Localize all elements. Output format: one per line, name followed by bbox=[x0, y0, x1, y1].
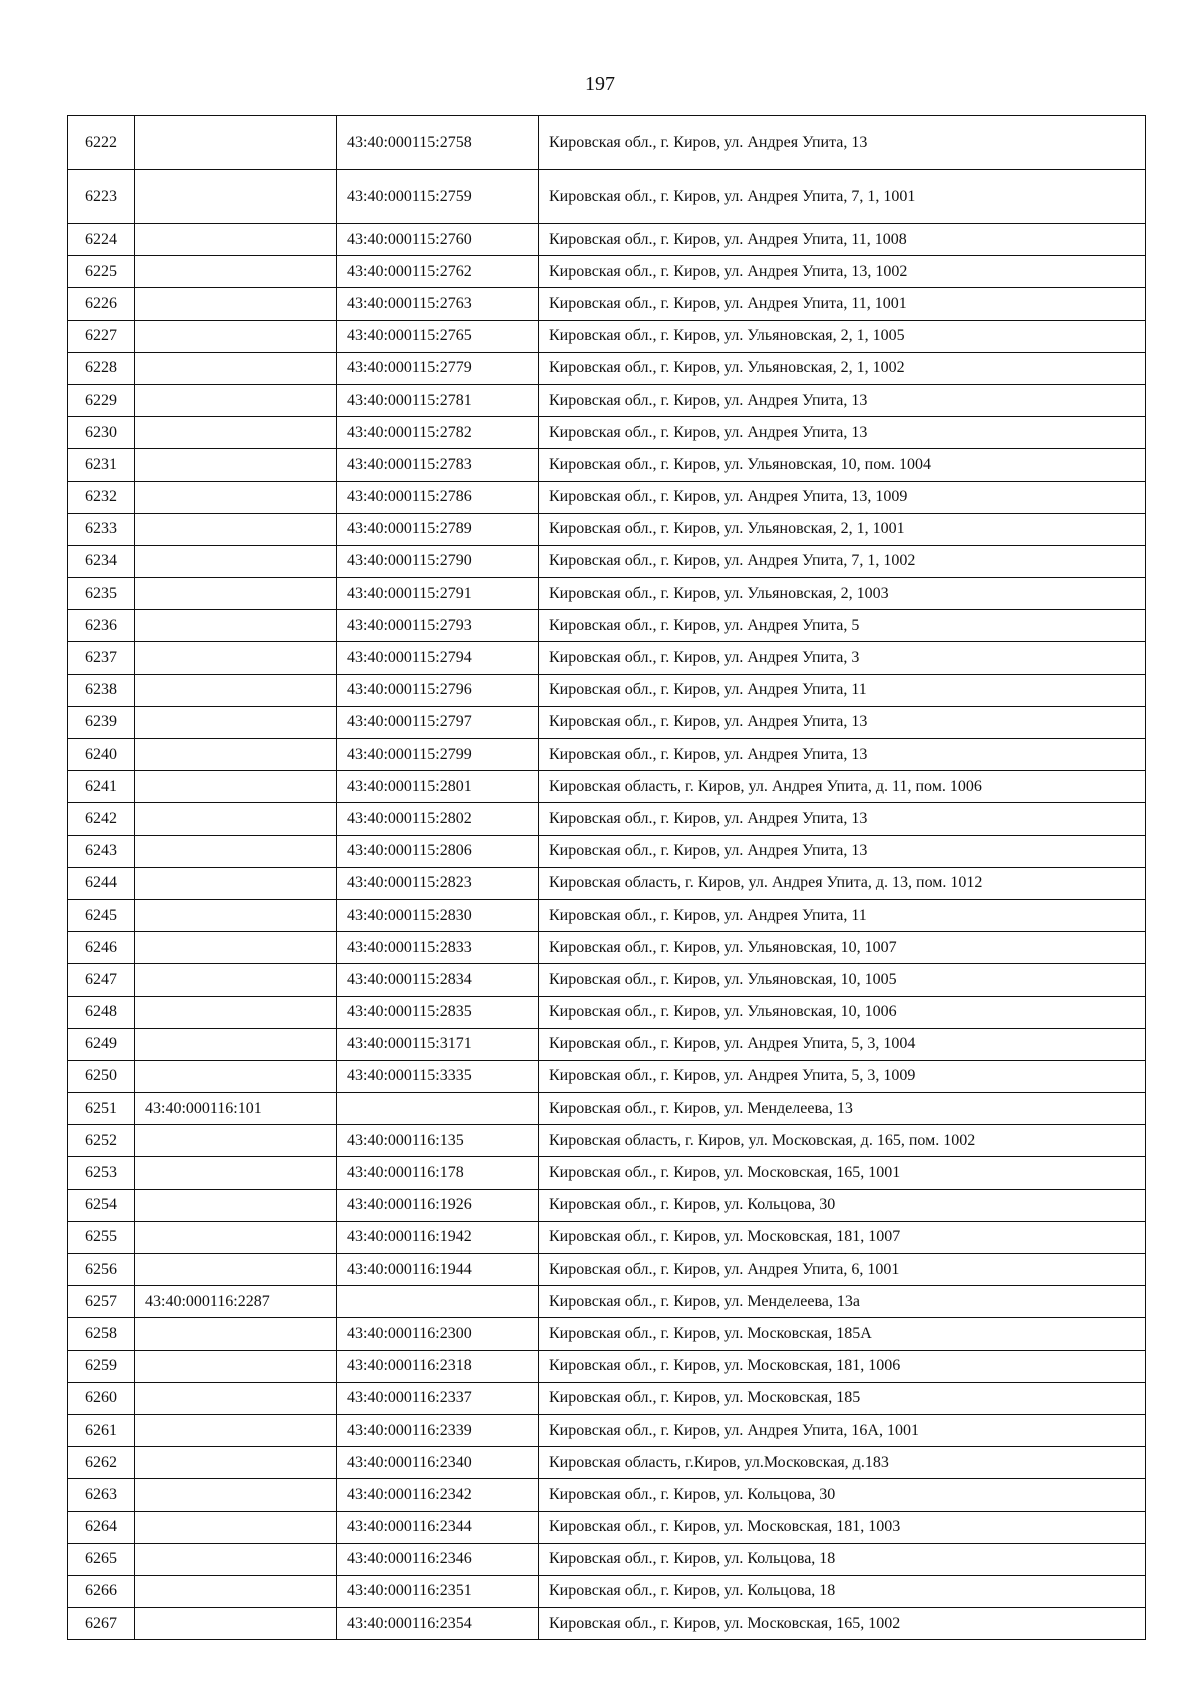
cadastral-number-cell: 43:40:000116:2300 bbox=[337, 1318, 539, 1350]
address-cell: Кировская обл., г. Киров, ул. Московская, 185 bbox=[539, 1382, 1146, 1414]
row-number-cell: 6253 bbox=[68, 1157, 135, 1189]
row-number-cell: 6239 bbox=[68, 706, 135, 738]
address-cell: Кировская обл., г. Киров, ул. Андрея Упита, 13 bbox=[539, 417, 1146, 449]
row-number-cell: 6262 bbox=[68, 1447, 135, 1479]
land-parcel-cell bbox=[135, 932, 337, 964]
address-cell: Кировская обл., г. Киров, ул. Андрея Упита, 13 bbox=[539, 835, 1146, 867]
table-row bbox=[68, 320, 1146, 352]
cadastral-number-cell: 43:40:000116:2339 bbox=[337, 1414, 539, 1446]
row-number-cell: 6228 bbox=[68, 352, 135, 384]
cadastral-number-cell: 43:40:000115:2833 bbox=[337, 932, 539, 964]
cadastral-number-cell: 43:40:000115:3171 bbox=[337, 1028, 539, 1060]
table-row bbox=[68, 835, 1146, 867]
row-number-cell: 6249 bbox=[68, 1028, 135, 1060]
table-row bbox=[68, 1060, 1146, 1092]
row-number-cell: 6226 bbox=[68, 288, 135, 320]
cadastral-number-cell: 43:40:000116:2344 bbox=[337, 1511, 539, 1543]
address-cell: Кировская область, г.Киров, ул.Московская, д.183 bbox=[539, 1447, 1146, 1479]
table-row bbox=[68, 1543, 1146, 1575]
row-number-cell: 6232 bbox=[68, 481, 135, 513]
row-number-cell: 6222 bbox=[68, 116, 135, 170]
cadastral-number-cell: 43:40:000115:2793 bbox=[337, 610, 539, 642]
land-parcel-cell bbox=[135, 1543, 337, 1575]
row-number-cell: 6233 bbox=[68, 513, 135, 545]
cadastral-number-cell bbox=[337, 1286, 539, 1318]
table-row bbox=[68, 1189, 1146, 1221]
land-parcel-cell bbox=[135, 835, 337, 867]
land-parcel-cell bbox=[135, 771, 337, 803]
address-cell: Кировская обл., г. Киров, ул. Андрея Упита, 13, 1002 bbox=[539, 256, 1146, 288]
table-row bbox=[68, 1318, 1146, 1350]
row-number-cell: 6250 bbox=[68, 1060, 135, 1092]
cadastral-number-cell: 43:40:000115:2789 bbox=[337, 513, 539, 545]
row-number-cell: 6261 bbox=[68, 1414, 135, 1446]
table-row bbox=[68, 1350, 1146, 1382]
table-row bbox=[68, 964, 1146, 996]
row-number-cell: 6243 bbox=[68, 835, 135, 867]
row-number-cell: 6224 bbox=[68, 224, 135, 256]
table-row bbox=[68, 256, 1146, 288]
land-parcel-cell bbox=[135, 1414, 337, 1446]
cadastral-number-cell: 43:40:000115:2791 bbox=[337, 578, 539, 610]
land-parcel-cell bbox=[135, 1382, 337, 1414]
table-row bbox=[68, 384, 1146, 416]
land-parcel-cell bbox=[135, 1479, 337, 1511]
address-cell: Кировская обл., г. Киров, ул. Кольцова, 18 bbox=[539, 1575, 1146, 1607]
cadastral-number-cell: 43:40:000116:2337 bbox=[337, 1382, 539, 1414]
table-row bbox=[68, 1575, 1146, 1607]
cadastral-number-cell: 43:40:000115:2830 bbox=[337, 899, 539, 931]
table-row bbox=[68, 1221, 1146, 1253]
cadastral-number-cell: 43:40:000115:2760 bbox=[337, 224, 539, 256]
row-number-cell: 6264 bbox=[68, 1511, 135, 1543]
address-cell: Кировская область, г. Киров, ул. Андрея Упита, д. 13, пом. 1012 bbox=[539, 867, 1146, 899]
cadastral-number-cell: 43:40:000115:2762 bbox=[337, 256, 539, 288]
address-cell: Кировская область, г. Киров, ул. Московская, д. 165, пом. 1002 bbox=[539, 1125, 1146, 1157]
address-cell: Кировская обл., г. Киров, ул. Ульяновская, 10, пом. 1004 bbox=[539, 449, 1146, 481]
land-parcel-cell bbox=[135, 256, 337, 288]
cadastral-number-cell: 43:40:000116:1926 bbox=[337, 1189, 539, 1221]
cadastral-number-cell: 43:40:000116:2346 bbox=[337, 1543, 539, 1575]
registry-table bbox=[67, 115, 1146, 1640]
table-row bbox=[68, 996, 1146, 1028]
address-cell: Кировская обл., г. Киров, ул. Ульяновская, 2, 1003 bbox=[539, 578, 1146, 610]
row-number-cell: 6254 bbox=[68, 1189, 135, 1221]
address-cell: Кировская обл., г. Киров, ул. Кольцова, 30 bbox=[539, 1479, 1146, 1511]
row-number-cell: 6244 bbox=[68, 867, 135, 899]
table-row bbox=[68, 288, 1146, 320]
land-parcel-cell bbox=[135, 1221, 337, 1253]
table-row bbox=[68, 1608, 1146, 1640]
table-row bbox=[68, 1511, 1146, 1543]
row-number-cell: 6223 bbox=[68, 170, 135, 224]
land-parcel-cell bbox=[135, 1254, 337, 1286]
row-number-cell: 6247 bbox=[68, 964, 135, 996]
address-cell: Кировская обл., г. Киров, ул. Андрея Упита, 11 bbox=[539, 674, 1146, 706]
table-row bbox=[68, 1286, 1146, 1318]
cadastral-number-cell: 43:40:000115:2779 bbox=[337, 352, 539, 384]
row-number-cell: 6267 bbox=[68, 1608, 135, 1640]
cadastral-number-cell: 43:40:000115:2799 bbox=[337, 739, 539, 771]
row-number-cell: 6256 bbox=[68, 1254, 135, 1286]
address-cell: Кировская обл., г. Киров, ул. Ульяновская, 10, 1005 bbox=[539, 964, 1146, 996]
land-parcel-cell bbox=[135, 1028, 337, 1060]
cadastral-number-cell: 43:40:000116:2354 bbox=[337, 1608, 539, 1640]
cadastral-number-cell: 43:40:000116:2340 bbox=[337, 1447, 539, 1479]
table-row bbox=[68, 674, 1146, 706]
address-cell: Кировская обл., г. Киров, ул. Андрея Упита, 5, 3, 1009 bbox=[539, 1060, 1146, 1092]
cadastral-number-cell: 43:40:000116:1944 bbox=[337, 1254, 539, 1286]
land-parcel-cell bbox=[135, 1125, 337, 1157]
address-cell: Кировская обл., г. Киров, ул. Андрея Упита, 5, 3, 1004 bbox=[539, 1028, 1146, 1060]
address-cell: Кировская обл., г. Киров, ул. Андрея Упита, 11, 1008 bbox=[539, 224, 1146, 256]
address-cell: Кировская обл., г. Киров, ул. Московская, 185А bbox=[539, 1318, 1146, 1350]
row-number-cell: 6241 bbox=[68, 771, 135, 803]
address-cell: Кировская обл., г. Киров, ул. Андрея Упита, 13 bbox=[539, 739, 1146, 771]
address-cell: Кировская обл., г. Киров, ул. Андрея Упита, 6, 1001 bbox=[539, 1254, 1146, 1286]
row-number-cell: 6266 bbox=[68, 1575, 135, 1607]
row-number-cell: 6227 bbox=[68, 320, 135, 352]
address-cell: Кировская обл., г. Киров, ул. Андрея Упита, 7, 1, 1002 bbox=[539, 545, 1146, 577]
row-number-cell: 6230 bbox=[68, 417, 135, 449]
cadastral-number-cell: 43:40:000115:3335 bbox=[337, 1060, 539, 1092]
row-number-cell: 6237 bbox=[68, 642, 135, 674]
table-row bbox=[68, 224, 1146, 256]
table-row bbox=[68, 513, 1146, 545]
land-parcel-cell: 43:40:000116:2287 bbox=[135, 1286, 337, 1318]
address-cell: Кировская обл., г. Киров, ул. Московская, 181, 1006 bbox=[539, 1350, 1146, 1382]
cadastral-number-cell: 43:40:000115:2790 bbox=[337, 545, 539, 577]
table-row bbox=[68, 1382, 1146, 1414]
land-parcel-cell bbox=[135, 320, 337, 352]
cadastral-number-cell: 43:40:000115:2835 bbox=[337, 996, 539, 1028]
cadastral-number-cell: 43:40:000116:2342 bbox=[337, 1479, 539, 1511]
address-cell: Кировская обл., г. Киров, ул. Кольцова, 30 bbox=[539, 1189, 1146, 1221]
row-number-cell: 6231 bbox=[68, 449, 135, 481]
land-parcel-cell bbox=[135, 224, 337, 256]
row-number-cell: 6252 bbox=[68, 1125, 135, 1157]
address-cell: Кировская обл., г. Киров, ул. Андрея Упита, 5 bbox=[539, 610, 1146, 642]
row-number-cell: 6229 bbox=[68, 384, 135, 416]
land-parcel-cell bbox=[135, 417, 337, 449]
table-row bbox=[68, 1157, 1146, 1189]
table-row bbox=[68, 170, 1146, 224]
address-cell: Кировская обл., г. Киров, ул. Андрея Упита, 13 bbox=[539, 706, 1146, 738]
table-row bbox=[68, 449, 1146, 481]
land-parcel-cell bbox=[135, 116, 337, 170]
table-row bbox=[68, 417, 1146, 449]
land-parcel-cell bbox=[135, 803, 337, 835]
address-cell: Кировская обл., г. Киров, ул. Андрея Упита, 13 bbox=[539, 803, 1146, 835]
land-parcel-cell bbox=[135, 481, 337, 513]
table-row bbox=[68, 545, 1146, 577]
table-row bbox=[68, 1028, 1146, 1060]
cadastral-number-cell: 43:40:000115:2823 bbox=[337, 867, 539, 899]
row-number-cell: 6242 bbox=[68, 803, 135, 835]
land-parcel-cell bbox=[135, 1447, 337, 1479]
row-number-cell: 6246 bbox=[68, 932, 135, 964]
address-cell: Кировская обл., г. Киров, ул. Андрея Упита, 11 bbox=[539, 899, 1146, 931]
land-parcel-cell bbox=[135, 996, 337, 1028]
address-cell: Кировская обл., г. Киров, ул. Ульяновская, 2, 1, 1001 bbox=[539, 513, 1146, 545]
row-number-cell: 6265 bbox=[68, 1543, 135, 1575]
row-number-cell: 6225 bbox=[68, 256, 135, 288]
address-cell: Кировская область, г. Киров, ул. Андрея Упита, д. 11, пом. 1006 bbox=[539, 771, 1146, 803]
table-row bbox=[68, 867, 1146, 899]
cadastral-number-cell: 43:40:000115:2758 bbox=[337, 116, 539, 170]
address-cell: Кировская обл., г. Киров, ул. Андрея Упита, 13, 1009 bbox=[539, 481, 1146, 513]
row-number-cell: 6259 bbox=[68, 1350, 135, 1382]
address-cell: Кировская обл., г. Киров, ул. Московская, 165, 1002 bbox=[539, 1608, 1146, 1640]
cadastral-number-cell: 43:40:000116:135 bbox=[337, 1125, 539, 1157]
land-parcel-cell bbox=[135, 899, 337, 931]
land-parcel-cell bbox=[135, 449, 337, 481]
land-parcel-cell bbox=[135, 352, 337, 384]
table-row bbox=[68, 1414, 1146, 1446]
cadastral-number-cell: 43:40:000115:2802 bbox=[337, 803, 539, 835]
row-number-cell: 6234 bbox=[68, 545, 135, 577]
row-number-cell: 6240 bbox=[68, 739, 135, 771]
address-cell: Кировская обл., г. Киров, ул. Ульяновская, 10, 1006 bbox=[539, 996, 1146, 1028]
address-cell: Кировская обл., г. Киров, ул. Кольцова, 18 bbox=[539, 1543, 1146, 1575]
land-parcel-cell bbox=[135, 964, 337, 996]
address-cell: Кировская обл., г. Киров, ул. Андрея Упита, 13 bbox=[539, 116, 1146, 170]
cadastral-number-cell: 43:40:000115:2765 bbox=[337, 320, 539, 352]
land-parcel-cell bbox=[135, 610, 337, 642]
cadastral-number-cell: 43:40:000115:2806 bbox=[337, 835, 539, 867]
land-parcel-cell bbox=[135, 288, 337, 320]
table-row bbox=[68, 1479, 1146, 1511]
land-parcel-cell bbox=[135, 1318, 337, 1350]
table-row bbox=[68, 899, 1146, 931]
land-parcel-cell bbox=[135, 1608, 337, 1640]
table-row bbox=[68, 706, 1146, 738]
address-cell: Кировская обл., г. Киров, ул. Ульяновская, 10, 1007 bbox=[539, 932, 1146, 964]
land-parcel-cell bbox=[135, 1511, 337, 1543]
land-parcel-cell: 43:40:000116:101 bbox=[135, 1093, 337, 1125]
row-number-cell: 6260 bbox=[68, 1382, 135, 1414]
cadastral-number-cell: 43:40:000116:2351 bbox=[337, 1575, 539, 1607]
table-row bbox=[68, 1254, 1146, 1286]
table-row bbox=[68, 1093, 1146, 1125]
address-cell: Кировская обл., г. Киров, ул. Ульяновская, 2, 1, 1002 bbox=[539, 352, 1146, 384]
row-number-cell: 6255 bbox=[68, 1221, 135, 1253]
table-row bbox=[68, 578, 1146, 610]
row-number-cell: 6258 bbox=[68, 1318, 135, 1350]
land-parcel-cell bbox=[135, 545, 337, 577]
row-number-cell: 6235 bbox=[68, 578, 135, 610]
address-cell: Кировская обл., г. Киров, ул. Московская, 181, 1007 bbox=[539, 1221, 1146, 1253]
land-parcel-cell bbox=[135, 384, 337, 416]
cadastral-number-cell: 43:40:000116:178 bbox=[337, 1157, 539, 1189]
row-number-cell: 6236 bbox=[68, 610, 135, 642]
land-parcel-cell bbox=[135, 1157, 337, 1189]
address-cell: Кировская обл., г. Киров, ул. Менделеева, 13а bbox=[539, 1286, 1146, 1318]
address-cell: Кировская обл., г. Киров, ул. Московская, 165, 1001 bbox=[539, 1157, 1146, 1189]
table-row bbox=[68, 803, 1146, 835]
address-cell: Кировская обл., г. Киров, ул. Андрея Упита, 16А, 1001 bbox=[539, 1414, 1146, 1446]
table-row bbox=[68, 739, 1146, 771]
cadastral-number-cell: 43:40:000115:2834 bbox=[337, 964, 539, 996]
cadastral-number-cell bbox=[337, 1093, 539, 1125]
land-parcel-cell bbox=[135, 674, 337, 706]
table-row bbox=[68, 932, 1146, 964]
cadastral-number-cell: 43:40:000115:2797 bbox=[337, 706, 539, 738]
cadastral-number-cell: 43:40:000116:1942 bbox=[337, 1221, 539, 1253]
cadastral-number-cell: 43:40:000115:2796 bbox=[337, 674, 539, 706]
address-cell: Кировская обл., г. Киров, ул. Андрея Упита, 7, 1, 1001 bbox=[539, 170, 1146, 224]
land-parcel-cell bbox=[135, 578, 337, 610]
row-number-cell: 6257 bbox=[68, 1286, 135, 1318]
cadastral-number-cell: 43:40:000115:2783 bbox=[337, 449, 539, 481]
page-number: 197 bbox=[585, 73, 615, 95]
table-row bbox=[68, 610, 1146, 642]
registry-table-body bbox=[68, 116, 1146, 1640]
address-cell: Кировская обл., г. Киров, ул. Менделеева, 13 bbox=[539, 1093, 1146, 1125]
land-parcel-cell bbox=[135, 1575, 337, 1607]
cadastral-number-cell: 43:40:000115:2801 bbox=[337, 771, 539, 803]
cadastral-number-cell: 43:40:000115:2763 bbox=[337, 288, 539, 320]
row-number-cell: 6248 bbox=[68, 996, 135, 1028]
cadastral-number-cell: 43:40:000115:2794 bbox=[337, 642, 539, 674]
table-row bbox=[68, 1447, 1146, 1479]
table-row bbox=[68, 642, 1146, 674]
land-parcel-cell bbox=[135, 642, 337, 674]
table-row bbox=[68, 1125, 1146, 1157]
cadastral-number-cell: 43:40:000116:2318 bbox=[337, 1350, 539, 1382]
cadastral-number-cell: 43:40:000115:2781 bbox=[337, 384, 539, 416]
table-row bbox=[68, 771, 1146, 803]
cadastral-number-cell: 43:40:000115:2759 bbox=[337, 170, 539, 224]
cadastral-number-cell: 43:40:000115:2782 bbox=[337, 417, 539, 449]
land-parcel-cell bbox=[135, 170, 337, 224]
land-parcel-cell bbox=[135, 1060, 337, 1092]
address-cell: Кировская обл., г. Киров, ул. Андрея Упита, 11, 1001 bbox=[539, 288, 1146, 320]
land-parcel-cell bbox=[135, 513, 337, 545]
address-cell: Кировская обл., г. Киров, ул. Ульяновская, 2, 1, 1005 bbox=[539, 320, 1146, 352]
row-number-cell: 6251 bbox=[68, 1093, 135, 1125]
row-number-cell: 6263 bbox=[68, 1479, 135, 1511]
cadastral-number-cell: 43:40:000115:2786 bbox=[337, 481, 539, 513]
address-cell: Кировская обл., г. Киров, ул. Андрея Упита, 13 bbox=[539, 384, 1146, 416]
row-number-cell: 6238 bbox=[68, 674, 135, 706]
row-number-cell: 6245 bbox=[68, 899, 135, 931]
table-row bbox=[68, 481, 1146, 513]
address-cell: Кировская обл., г. Киров, ул. Андрея Упита, 3 bbox=[539, 642, 1146, 674]
land-parcel-cell bbox=[135, 867, 337, 899]
table-row bbox=[68, 116, 1146, 170]
land-parcel-cell bbox=[135, 739, 337, 771]
land-parcel-cell bbox=[135, 706, 337, 738]
land-parcel-cell bbox=[135, 1350, 337, 1382]
address-cell: Кировская обл., г. Киров, ул. Московская, 181, 1003 bbox=[539, 1511, 1146, 1543]
land-parcel-cell bbox=[135, 1189, 337, 1221]
table-row bbox=[68, 352, 1146, 384]
